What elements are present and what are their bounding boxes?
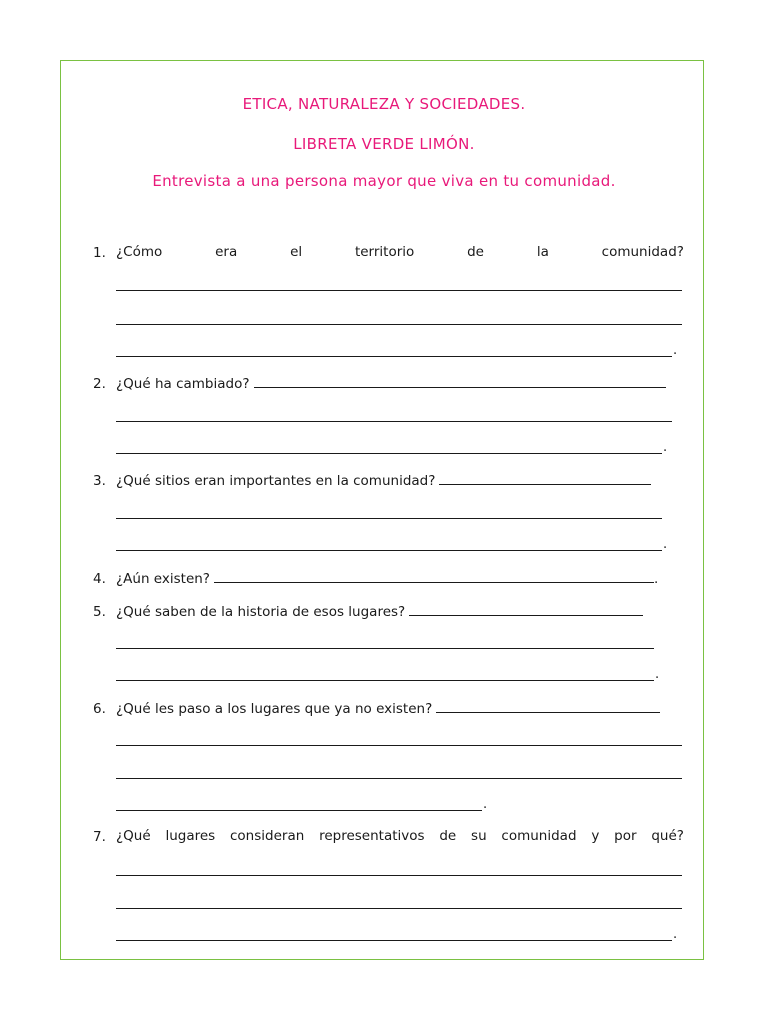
question-3-text: ¿Qué sitios eran importantes en la comunidad?	[116, 473, 436, 489]
answer-line[interactable]	[116, 421, 672, 422]
answer-line[interactable]	[116, 810, 482, 811]
answer-line[interactable]	[116, 453, 662, 454]
answer-line[interactable]	[254, 374, 666, 388]
answer-line[interactable]	[116, 550, 662, 551]
answer-line[interactable]	[116, 778, 682, 779]
answer-line[interactable]	[116, 745, 682, 746]
page-subtitle: LIBRETA VERDE LIMÓN.	[293, 135, 475, 153]
answer-line[interactable]	[116, 875, 682, 876]
question-7-text: ¿Qué lugares consideran representativos de su comunidad y por qué?	[116, 828, 684, 844]
line-period: .	[673, 343, 678, 358]
answer-line[interactable]	[214, 569, 654, 583]
question-6: 6. ¿Qué les paso a los lugares que ya no existen?	[93, 699, 660, 718]
answer-line[interactable]	[116, 518, 662, 519]
question-5: 5. ¿Qué saben de la historia de esos lugares?	[93, 602, 643, 621]
line-period: .	[663, 440, 668, 455]
answer-line[interactable]	[116, 908, 682, 909]
answer-line[interactable]	[116, 290, 682, 291]
line-period: .	[655, 667, 660, 682]
question-2-text: ¿Qué ha cambiado?	[116, 376, 250, 392]
instruction-text: Entrevista a una persona mayor que viva en tu comunidad.	[152, 172, 616, 190]
question-7-number: 7.	[93, 829, 106, 845]
line-period: .	[483, 797, 488, 812]
line-period: .	[663, 537, 668, 552]
question-5-text: ¿Qué saben de la historia de esos lugares?	[116, 604, 406, 620]
question-4-text: ¿Aún existen?	[116, 571, 210, 587]
question-2: 2. ¿Qué ha cambiado?	[93, 374, 666, 393]
answer-line[interactable]	[409, 602, 643, 616]
question-3: 3. ¿Qué sitios eran importantes en la comunidad?	[93, 471, 651, 490]
answer-line[interactable]	[116, 356, 672, 357]
answer-line[interactable]	[116, 940, 672, 941]
page-title: ETICA, NATURALEZA Y SOCIEDADES.	[242, 95, 526, 113]
answer-line[interactable]	[436, 699, 660, 713]
line-period: .	[673, 927, 678, 942]
question-6-text: ¿Qué les paso a los lugares que ya no existen?	[116, 701, 433, 717]
answer-line[interactable]	[116, 648, 654, 649]
answer-line[interactable]	[116, 680, 654, 681]
question-4: 4. ¿Aún existen? .	[93, 571, 659, 587]
question-1-number: 1.	[93, 245, 106, 261]
answer-line[interactable]	[439, 471, 651, 485]
answer-line[interactable]	[116, 324, 682, 325]
question-1-text: ¿Cómo era el territorio de la comunidad?	[116, 244, 684, 260]
page-border	[60, 60, 704, 960]
